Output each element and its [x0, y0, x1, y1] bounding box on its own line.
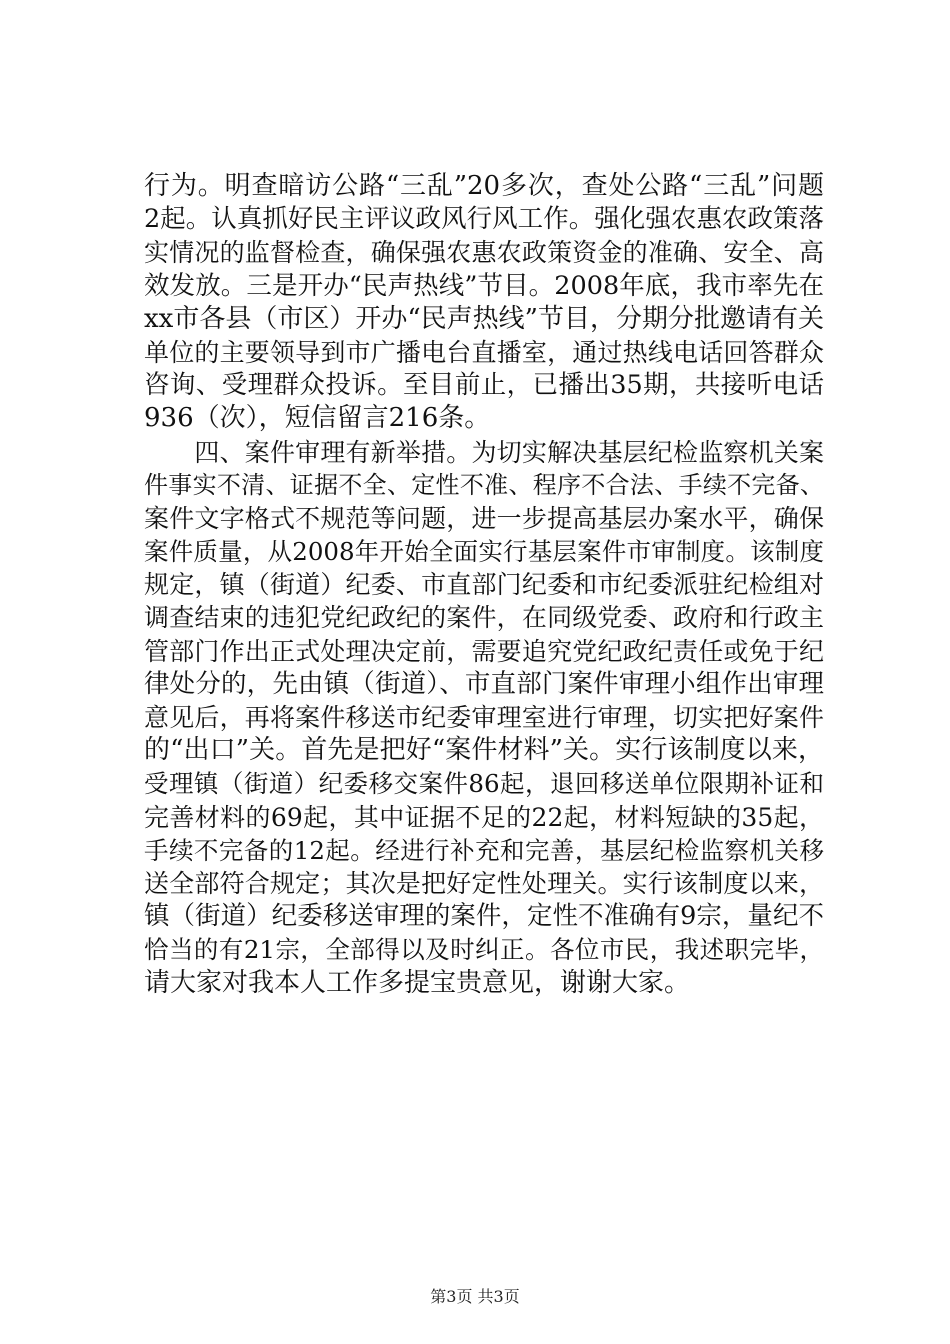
text-line: 咨询、受理群众投诉。至目前止，已播出35期，共接听电话 — [144, 370, 824, 401]
text-line: 完善材料的69起，其中证据不足的22起，材料短缺的35起， — [144, 802, 824, 832]
text-line: 效发放。三是开办“民声热线”节目。2008年底，我市率先在 — [144, 270, 824, 301]
body-text — [144, 170, 824, 1000]
text-line: 送全部符合规定；其次是把好定性处理关。实行该制度以来， — [144, 868, 824, 898]
text-line: 案件质量，从2008年开始全面实行基层案件市审制度。该制度 — [144, 537, 824, 567]
text-line: 实情况的监督检查，确保强农惠农政策资金的准确、安全、高 — [144, 238, 824, 268]
text-line: 律处分的，先由镇（街道）、市直部门案件审理小组作出审理 — [144, 668, 824, 699]
text-line: 规定，镇（街道）纪委、市直部门纪委和市纪委派驻纪检组对 — [144, 570, 824, 600]
text-line: 936（次），短信留言216条。 — [144, 403, 491, 434]
text-line: 件事实不清、证据不全、定性不准、程序不合法、手续不完备、 — [144, 470, 824, 499]
text-line: 行为。明查暗访公路“三乱”20多次，查处公路“三乱”问题 — [144, 171, 824, 201]
text-line: 请大家对我本人工作多提宝贵意见，谢谢大家。 — [144, 967, 691, 998]
text-line: 调查结束的违犯党纪政纪的案件，在同级党委、政府和行政主 — [144, 603, 824, 633]
text-line: 的“出口”关。首先是把好“案件材料”关。实行该制度以来， — [144, 735, 824, 766]
text-line: 意见后，再将案件移送市纪委审理室进行审理，切实把好案件 — [144, 703, 824, 732]
page-number: 第3页 共3页 — [430, 1287, 520, 1306]
text-line: 案件文字格式不规范等问题，进一步提高基层办案水平，确保 — [144, 503, 824, 533]
text-line: 四、案件审理有新举措。为切实解决基层纪检监察机关案 — [144, 437, 824, 467]
text-line: 镇（街道）纪委移送审理的案件，定性不准确有9宗，量纪不 — [144, 901, 824, 932]
page-footer — [0, 1286, 950, 1308]
text-line: 单位的主要领导到市广播电台直播室，通过热线电话回答群众 — [144, 337, 824, 367]
text-line: 管部门作出正式处理决定前，需要追究党纪政纪责任或免于纪 — [144, 636, 824, 666]
text-line: 受理镇（街道）纪委移交案件86起，退回移送单位限期补证和 — [144, 769, 824, 799]
text-line: xx市各县（市区）开办“民声热线”节目，分期分批邀请有关 — [144, 303, 824, 334]
text-line: 2起。认真抓好民主评议政风行风工作。强化强农惠农政策落 — [144, 204, 824, 235]
text-line: 恰当的有21宗，全部得以及时纠正。各位市民，我述职完毕， — [144, 935, 824, 965]
text-line: 手续不完备的12起。经进行补充和完善，基层纪检监察机关移 — [144, 835, 824, 865]
